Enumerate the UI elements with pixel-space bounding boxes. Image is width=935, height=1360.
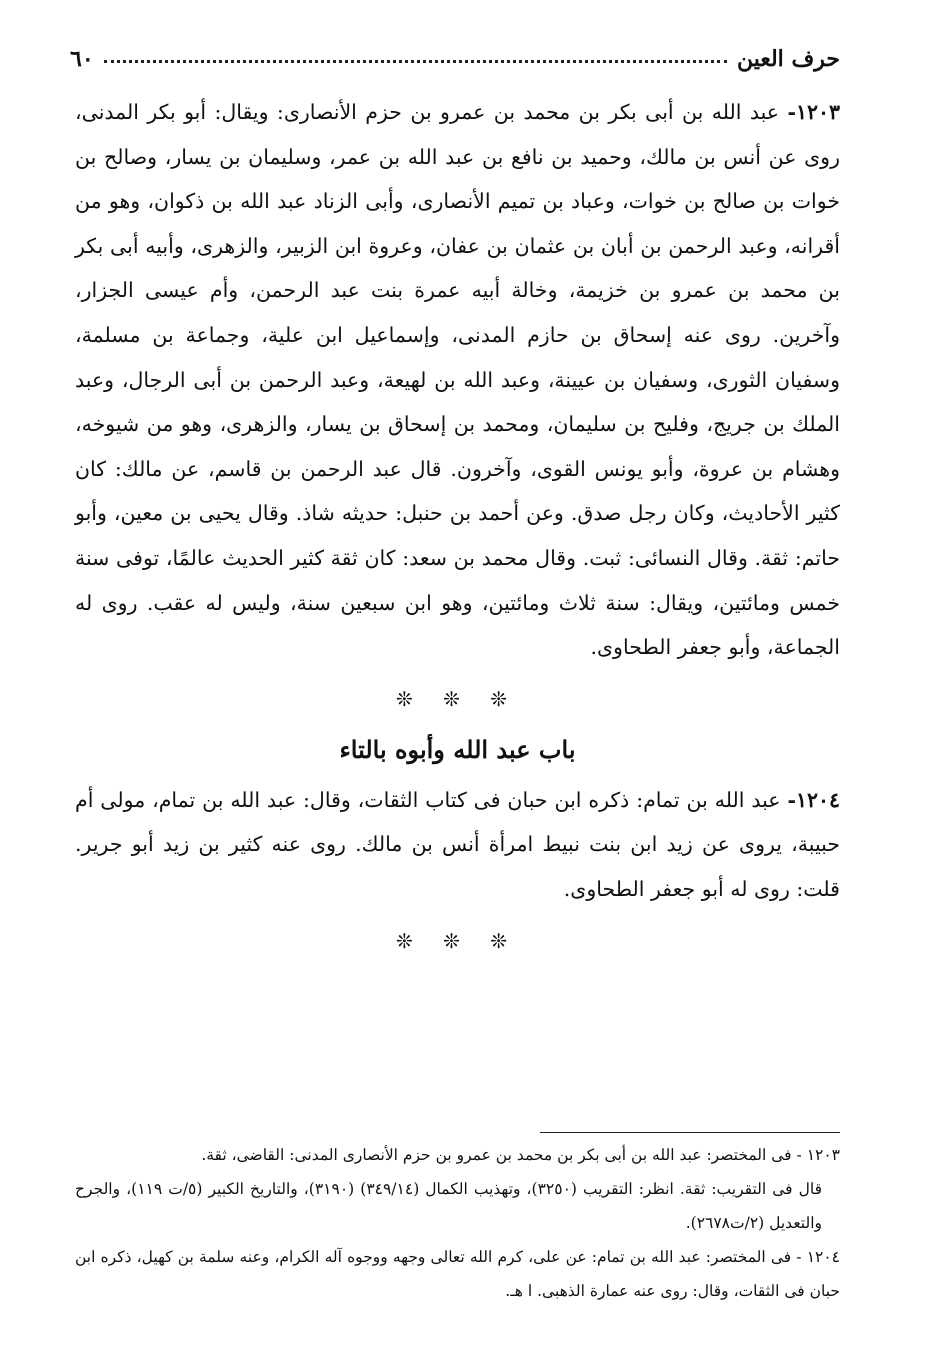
running-title: حرف العين [736,46,840,72]
footnote-divider [540,1132,840,1133]
entry-1203 [75,90,840,670]
entry-1204 [75,778,840,912]
entry-1204-number: ١٢٠٤- [787,787,840,812]
entry-1204-paragraph [75,778,840,912]
section-separator-stars-end: ❊ ❊ ❊ [396,928,519,953]
entry-1204-text: عبد الله بن تمام: ذكره ابن حبان فى كتاب الثقات، وقال: عبد الله بن تمام، مولى أم حبيبة، يروى عن زيد ابن بنت نبيط امرأة أنس بن مالك. روى عنه كثير بن زيد أبو جرير. قلت: روى له أبو جعفر الطحاوى. [75,787,840,901]
chapter-heading: باب عبد الله وأبوه بالتاء [339,734,576,764]
header-dotted-leader [104,60,727,63]
main-text [75,90,840,972]
section-separator-stars: ❊ ❊ ❊ [396,686,519,711]
footnote-1203-continued: قال فى التقريب: ثقة. انظر: التقريب (٣٢٥٠)، وتهذيب الكمال (٣٤٩/١٤) (٣١٩٠)، والتاريخ الكبير (٥/ت ١١٩)، والجرح والتعديل (٢/ت٢٦٧٨). [75,1180,823,1232]
entry-1203-paragraph [75,90,840,670]
entry-1203-text: عبد الله بن أبى بكر بن محمد بن عمرو بن حزم الأنصارى: ويقال: أبو بكر المدنى، روى عن أنس بن مالك، وحميد بن نافع بن عبد الله بن عمر، وسليمان بن يسار، وصالح بن خوات بن صالح بن خوات، وعباد بن تميم الأنصارى، وأبى الزناد عبد الله بن ذكوان، وهو من أقرانه، وعبد الرحمن بن أبان بن عثمان بن عفان، وعروة ابن الزبير، والزهرى، وأبيه أبى بكر بن محمد بن عمرو بن خزيمة، وخالة أبيه عمرة بنت عبد الرحمن، وأم عيسى الجزار، وآخرين. روى عنه إسحاق بن حازم المدنى، وإسماعيل ابن علية، وجماعة بن مسلمة، وسفيان الثورى، وسفيان بن عيينة، وعبد الله بن لهيعة، وعبد الرحمن بن أبى الرجال، وعبد الملك بن جريج، وفليح بن سليمان، ومحمد بن إسحاق بن يسار، والزهرى، وهو من شيوخه، وهشام بن عروة، وأبو يونس القوى، وآخرون. قال عبد الرحمن بن قاسم، عن مالك: كان كثير الأحاديث، وكان رجل صدق. وعن أحمد بن حنبل: حديثه شاذ. وقال يحيى بن معين، وأبو حاتم: ثقة. وقال النسائى: ثبت. وقال محمد بن سعد: كان ثقة كثير الحديث عالمًا، توفى سنة خمس ومائتين، ويقال: سنة ثلاث ومائتين، وهو ابن سبعين سنة، وليس له عقب. روى له الجماعة، وأبو جعفر الطحاوى. [75,100,840,660]
page-header [70,42,840,76]
page-number: ٦٠ [70,46,94,72]
entry-1203-number: ١٢٠٣- [787,100,840,124]
footnote-1204: ١٢٠٤ - فى المختصر: عبد الله بن تمام: عن على، كرم الله تعالى وجهه ووجوه آله الكرام، وعنه سلمة بن كهيل، ذكره ابن حبان فى الثقات، وقال: روى عنه عمارة الذهبى. ا هـ. [75,1248,840,1300]
footnote-1203: ١٢٠٣ - فى المختصر: عبد الله بن أبى بكر بن محمد بن عمرو بن حزم الأنصارى المدنى: القاضى، ثقة. [201,1146,840,1164]
footnotes [75,1138,840,1308]
